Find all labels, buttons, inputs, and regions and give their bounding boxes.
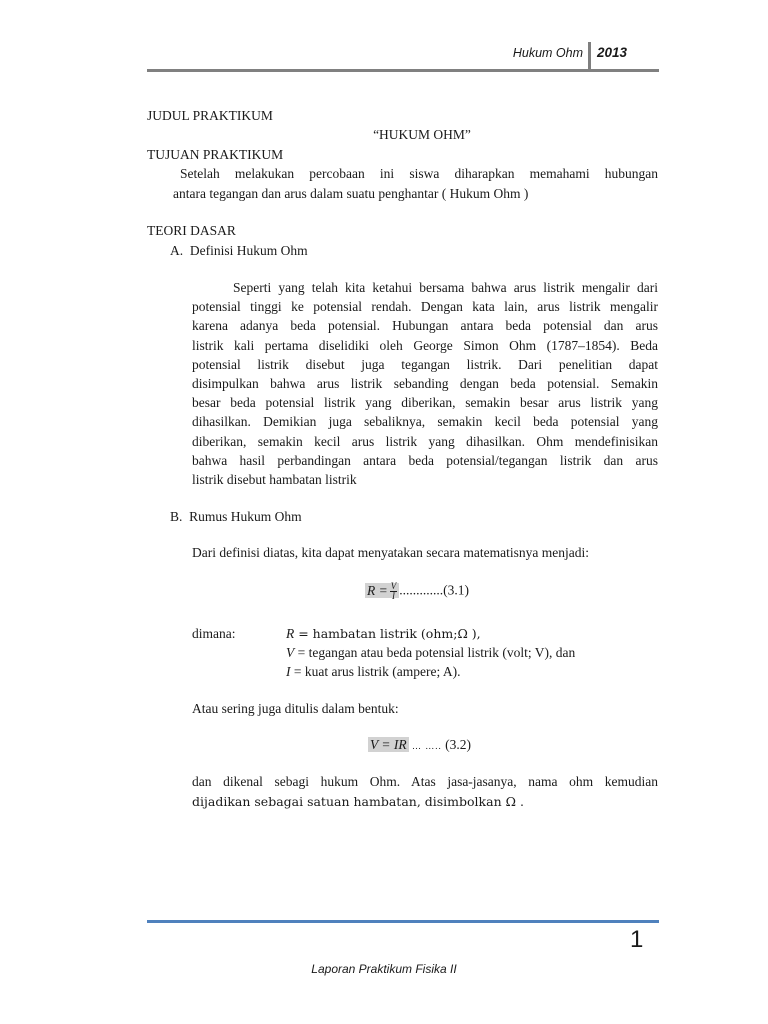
symbol-i: I xyxy=(286,664,291,679)
formula-3-1-expression xyxy=(365,581,399,601)
teori-label: TEORI DASAR xyxy=(147,223,236,238)
paragraph-line: disimpulkan bahwa arus listrik sebanding dengan beda potensial. Semakin xyxy=(192,375,658,391)
definition-i-text: = kuat arus listrik (ampere; A). xyxy=(290,664,461,679)
tujuan-line-1: Setelah melakukan percobaan ini siswa diharapkan memahami hubungan xyxy=(180,166,658,181)
formula-3-2 xyxy=(368,737,471,753)
alt-form-intro: Atau sering juga ditulis dalam bentuk: xyxy=(192,701,399,716)
paragraph-line: bahwa hasil perbandingan antara beda potensial/tegangan listrik dan arus xyxy=(192,452,658,468)
section-b-heading: B. Rumus Hukum Ohm xyxy=(170,509,302,524)
paragraph-line: dihasilkan. Demikian juga sebaliknya, semakin kecil beda potensial yang xyxy=(192,414,658,430)
formula-lhs: R = xyxy=(367,582,388,598)
header-divider xyxy=(588,42,591,70)
judul-label: JUDUL PRAKTIKUM xyxy=(147,108,273,123)
header-year: 2013 xyxy=(597,45,628,60)
footer-text: Laporan Praktikum Fisika II xyxy=(311,962,457,976)
paragraph-line: besar beda potensial listrik yang diberikan, semakin besar arus listrik yang xyxy=(192,395,658,411)
paragraph-line: listrik disebut hambatan listrik xyxy=(192,471,357,487)
fraction-denominator: I xyxy=(391,591,395,601)
formula-3-2-dots: … ….. xyxy=(411,741,442,751)
judul-title: “HUKUM OHM” xyxy=(373,127,471,142)
definition-r-text: = hambatan listrik (ohm;Ω ), xyxy=(294,626,481,641)
footer-rule xyxy=(147,920,659,923)
header-title: Hukum Ohm xyxy=(512,46,583,60)
definition-r xyxy=(286,626,481,642)
formula-3-1 xyxy=(365,582,469,601)
closing-line-2: dijadikan sebagai satuan hambatan, disimbolkan Ω . xyxy=(192,794,524,809)
paragraph-line: potensial tinggi ke potensial rendah. Dengan kata lain, arus listrik mengalir xyxy=(192,299,658,315)
closing-line-1: dan dikenal sebagi hukum Ohm. Atas jasa-jasanya, nama ohm kemudian xyxy=(192,774,658,789)
section-a-heading: A. Definisi Hukum Ohm xyxy=(170,243,308,258)
definition-paragraph xyxy=(192,278,658,489)
tujuan-line-2: antara tegangan dan arus dalam suatu penghantar ( Hukum Ohm ) xyxy=(173,186,529,201)
paragraph-line: listrik kali pertama diselidiki oleh George Simon Ohm (1787–1854). Beda xyxy=(192,337,658,353)
formula-3-2-number: (3.2) xyxy=(441,737,471,752)
dimana-label: dimana: xyxy=(192,626,236,641)
formula-3-2-expression: V = IR xyxy=(370,737,407,752)
formula-3-1-number: .............(3.1) xyxy=(399,582,469,598)
symbol-r: R xyxy=(286,626,295,641)
definition-v xyxy=(286,645,575,661)
definition-i xyxy=(286,664,460,680)
tujuan-label: TUJUAN PRAKTIKUM xyxy=(147,147,284,162)
paragraph-line: Seperti yang telah kita ketahui bersama bahwa arus listrik mengalir dari xyxy=(233,280,658,295)
fraction-numerator: V xyxy=(390,581,397,591)
paragraph-line: potensial listrik disebut juga tegangan listrik. Dari penelitian dapat xyxy=(192,356,658,372)
header-rule xyxy=(147,69,659,72)
formula-fraction xyxy=(390,582,398,601)
symbol-v: V xyxy=(286,645,295,660)
paragraph-line: karena adanya beda potensial. Hubungan antara beda potensial dan arus xyxy=(192,318,658,334)
page-number: 1 xyxy=(630,926,644,953)
formula-intro: Dari definisi diatas, kita dapat menyatakan secara matematisnya menjadi: xyxy=(192,545,589,560)
paragraph-line: diberikan, semakin kecil arus listrik yang dihasilkan. Ohm mendefinisikan xyxy=(192,433,658,449)
definition-v-text: = tegangan atau beda potensial listrik (volt; V), dan xyxy=(294,645,576,660)
